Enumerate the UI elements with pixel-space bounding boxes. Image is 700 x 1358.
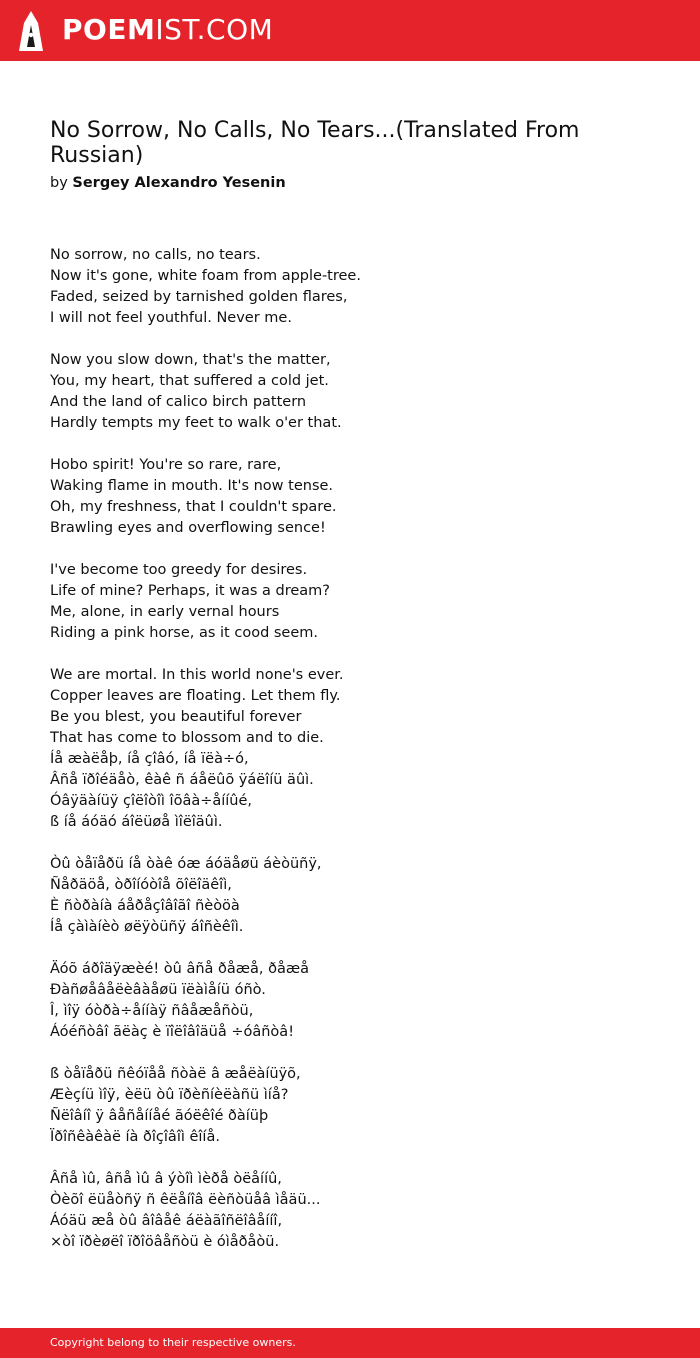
poem-line: You, my heart, that suffered a cold jet.	[50, 373, 329, 389]
poem-line: Now it's gone, white foam from apple-tree.	[50, 268, 361, 284]
poem-line: I've become too greedy for desires.	[50, 562, 308, 578]
poem-line: And the land of calico birch pattern	[50, 394, 307, 410]
stanza	[50, 245, 650, 329]
pen-nib-icon[interactable]	[19, 11, 43, 51]
site-logo[interactable]	[62, 13, 273, 47]
poem-line: Hardly tempts my feet to walk o'er that.	[50, 415, 342, 431]
stanza	[50, 959, 650, 1043]
logo-light-text: IST.COM	[155, 13, 274, 46]
poem-line: Æèçíü ìîÿ, èëü òû ïðèñíèëàñü ìíå?	[50, 1087, 289, 1103]
poem-line: Ðàñøåâåëèâàåøü ïëàìåíü óñò.	[50, 982, 266, 998]
poem-line: ×òî ïðèøëî ïðîöâåñòü è óìåðåòü.	[50, 1234, 280, 1250]
stanza	[50, 350, 650, 434]
poem-line: Íå çàìàíèò øëÿòüñÿ áîñèêîì.	[50, 919, 244, 935]
stanza	[50, 665, 650, 833]
poem-line: Life of mine? Perhaps, it was a dream?	[50, 583, 331, 599]
poem-line: Ïðîñêàêàë íà ðîçîâîì êîíå.	[50, 1129, 220, 1145]
poem-line: Me, alone, in early vernal hours	[50, 604, 280, 620]
poem-line: Î, ìîÿ óòðà÷åííàÿ ñâåæåñòü,	[50, 1003, 254, 1019]
site-footer	[0, 1328, 700, 1358]
poem-line: Be you blest, you beautiful forever	[50, 709, 302, 725]
poem-body	[50, 245, 650, 1274]
stanza	[50, 1064, 650, 1148]
stanza	[50, 455, 650, 539]
logo-bold-text: POEM	[62, 13, 156, 46]
poem-line: Riding a pink horse, as it cood seem.	[50, 625, 319, 641]
poem-line: ß òåïåðü ñêóïåå ñòàë â æåëàíüÿõ,	[50, 1066, 301, 1082]
poem-line: Waking flame in mouth. It's now tense.	[50, 478, 334, 494]
site-header	[0, 0, 700, 61]
by-label: by	[50, 175, 68, 191]
poem-line: No sorrow, no calls, no tears.	[50, 247, 261, 263]
stanza	[50, 560, 650, 644]
poem-line: Òèõî ëüåòñÿ ñ êëåíîâ ëèñòüåâ ìåäü...	[50, 1192, 321, 1208]
poem-line: Äóõ áðîäÿæèé! òû âñå ðåæå, ðåæå	[50, 961, 309, 977]
poem-line: È ñòðàíà áåðåçîâîãî ñèòöà	[50, 898, 240, 914]
poem-line: I will not feel youthful. Never me.	[50, 310, 292, 326]
poem-line: Copper leaves are floating. Let them fly.	[50, 688, 341, 704]
poem-title: No Sorrow, No Calls, No Tears...(Translated From Russian)	[50, 118, 580, 168]
poem-line: Faded, seized by tarnished golden flares,	[50, 289, 348, 305]
author-name[interactable]: Sergey Alexandro Yesenin	[72, 175, 286, 191]
stanza	[50, 1169, 650, 1253]
poem-line: Now you slow down, that's the matter,	[50, 352, 331, 368]
poem-line: Ñëîâíî ÿ âåñåííåé ãóëêîé ðàíüþ	[50, 1108, 269, 1124]
poem-line: Òû òåïåðü íå òàê óæ áóäåøü áèòüñÿ,	[50, 856, 322, 872]
poem-line: ß íå áóäó áîëüøå ìîëîäûì.	[50, 814, 223, 830]
byline	[50, 175, 286, 191]
poem-line: Áóéñòâî ãëàç è ïîëîâîäüå ÷óâñòâ!	[50, 1024, 295, 1040]
poem-line: We are mortal. In this world none's ever.	[50, 667, 344, 683]
poem-line: That has come to blossom and to die.	[50, 730, 324, 746]
poem-line: Âñå ìû, âñå ìû â ýòîì ìèðå òëåííû,	[50, 1171, 282, 1187]
poem-line: Íå æàëåþ, íå çîâó, íå ïëà÷ó,	[50, 751, 249, 767]
poem-line: Áóäü æå òû âîâåê áëàãîñëîâåííî,	[50, 1213, 283, 1229]
copyright-text: Copyright belong to their respective owners.	[50, 1336, 296, 1349]
poem-line: Âñå ïðîéäåò, êàê ñ áåëûõ ÿáëîíü äûì.	[50, 772, 314, 788]
stanza	[50, 854, 650, 938]
poem-line: Hobo spirit! You're so rare, rare,	[50, 457, 282, 473]
poem-line: Ñåðäöå, òðîíóòîå õîëîäêîì,	[50, 877, 232, 893]
poem-line: Óâÿäàíüÿ çîëîòîì îõâà÷åííûé,	[50, 793, 253, 809]
poem-line: Brawling eyes and overflowing sence!	[50, 520, 326, 536]
poem-line: Oh, my freshness, that I couldn't spare.	[50, 499, 337, 515]
